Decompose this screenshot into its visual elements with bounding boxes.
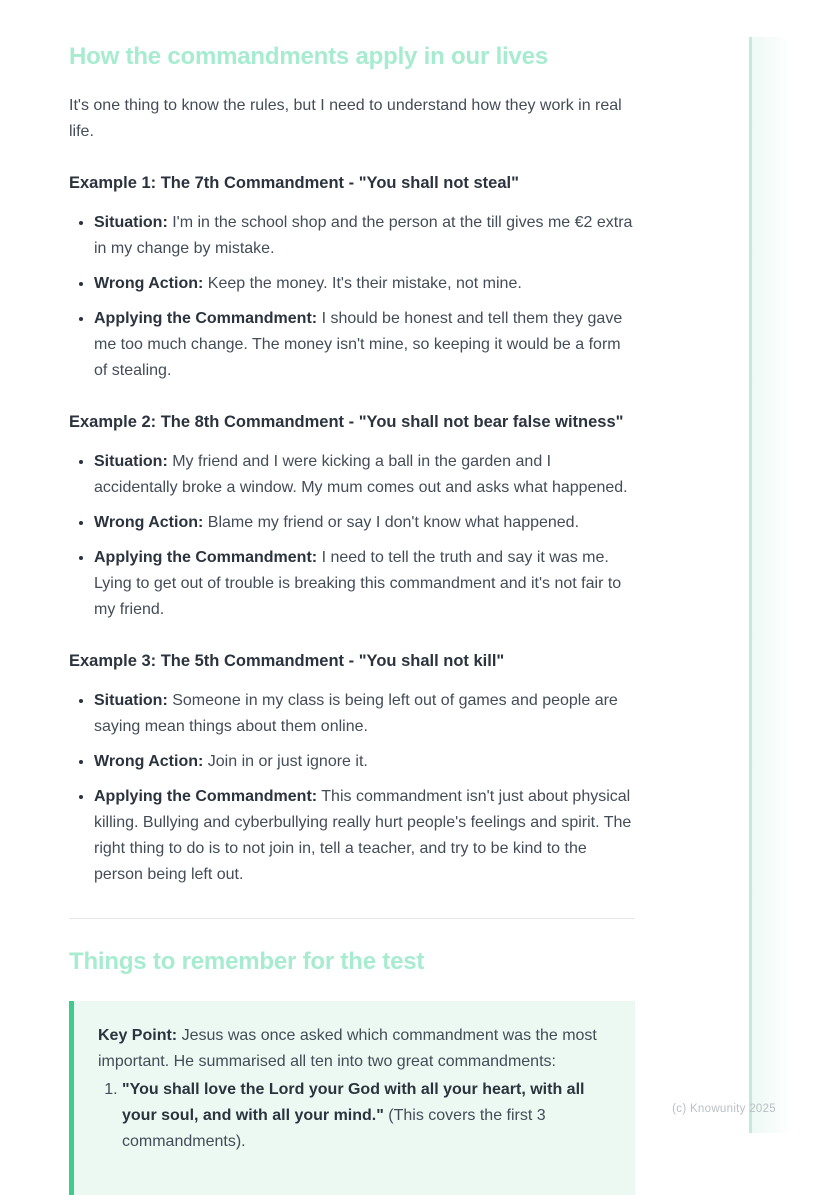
copyright-watermark: (c) Knowunity 2025 (672, 1103, 776, 1115)
bullet-label: Applying the Commandment: (94, 549, 318, 566)
example-1-list (69, 210, 635, 384)
bullet-text: This commandment isn't just about physical killing. Bullying and cyberbullying really hurt people's feelings and spirit. The right thing to do is to not join in, tell a teacher, and try to be kind to the person being left out. (94, 788, 632, 883)
bullet-text: Join in or just ignore it. (207, 753, 368, 770)
bullet-text: I should be honest and tell them they gave me too much change. The money isn't mine, so keeping it would be a form of stealing. (94, 310, 623, 379)
section-title-things-to-remember: Things to remember for the test (69, 948, 425, 975)
list-item (94, 688, 635, 740)
list-item (94, 510, 635, 536)
bullet-label: Wrong Action: (94, 275, 204, 292)
list-item (94, 271, 635, 297)
list-item (94, 784, 635, 888)
quote-bold-text: "You shall love the Lord your God with all your heart, with all your soul, and with all your mind." (122, 1081, 585, 1124)
bullet-text: Keep the money. It's their mistake, not mine. (207, 275, 522, 292)
bullet-text: Blame my friend or say I don't know what happened. (207, 514, 580, 531)
bullet-text: Someone in my class is being left out of games and people are saying mean things about them online. (94, 692, 618, 735)
example-3-list (69, 688, 635, 888)
section-divider (69, 918, 635, 919)
quote-normal-text: (This covers the first 3 commandments). (122, 1107, 546, 1150)
list-item (94, 449, 635, 501)
bullet-label: Situation: (94, 453, 168, 470)
example-2-heading: Example 2: The 8th Commandment - "You shall not bear false witness" (69, 413, 624, 431)
document-content (69, 0, 635, 1195)
example-1-heading: Example 1: The 7th Commandment - "You shall not steal" (69, 174, 519, 192)
list-item (94, 749, 635, 775)
key-point-callout (69, 1001, 635, 1195)
bullet-label: Situation: (94, 692, 168, 709)
intro-paragraph: It's one thing to know the rules, but I need to understand how they work in real life. (69, 97, 622, 140)
bullet-label: Wrong Action: (94, 514, 204, 531)
section-title-commandments-apply: How the commandments apply in our lives (69, 43, 548, 70)
page-edge-stripe (749, 37, 791, 1133)
example-2-list (69, 449, 635, 623)
key-point-text: Jesus was once asked which commandment was the most important. He summarised all ten into two great commandments: (98, 1027, 597, 1070)
list-item (94, 306, 635, 384)
bullet-label: Applying the Commandment: (94, 788, 318, 805)
example-3-heading: Example 3: The 5th Commandment - "You shall not kill" (69, 652, 505, 670)
bullet-text: I need to tell the truth and say it was me. Lying to get out of trouble is breaking this commandment and it's not fair to my friend. (94, 549, 622, 618)
list-item (94, 545, 635, 623)
key-point-label: Key Point: (98, 1027, 178, 1044)
bullet-label: Applying the Commandment: (94, 310, 318, 327)
key-point-paragraph (98, 1023, 609, 1075)
bullet-text: I'm in the school shop and the person at the till gives me €2 extra in my change by mistake. (94, 214, 633, 257)
bullet-label: Situation: (94, 214, 168, 231)
list-item (94, 210, 635, 262)
list-item (122, 1077, 609, 1155)
key-point-ordered-list (98, 1077, 609, 1155)
bullet-label: Wrong Action: (94, 753, 204, 770)
bullet-text: My friend and I were kicking a ball in the garden and I accidentally broke a window. My mum comes out and asks what happened. (94, 453, 628, 496)
